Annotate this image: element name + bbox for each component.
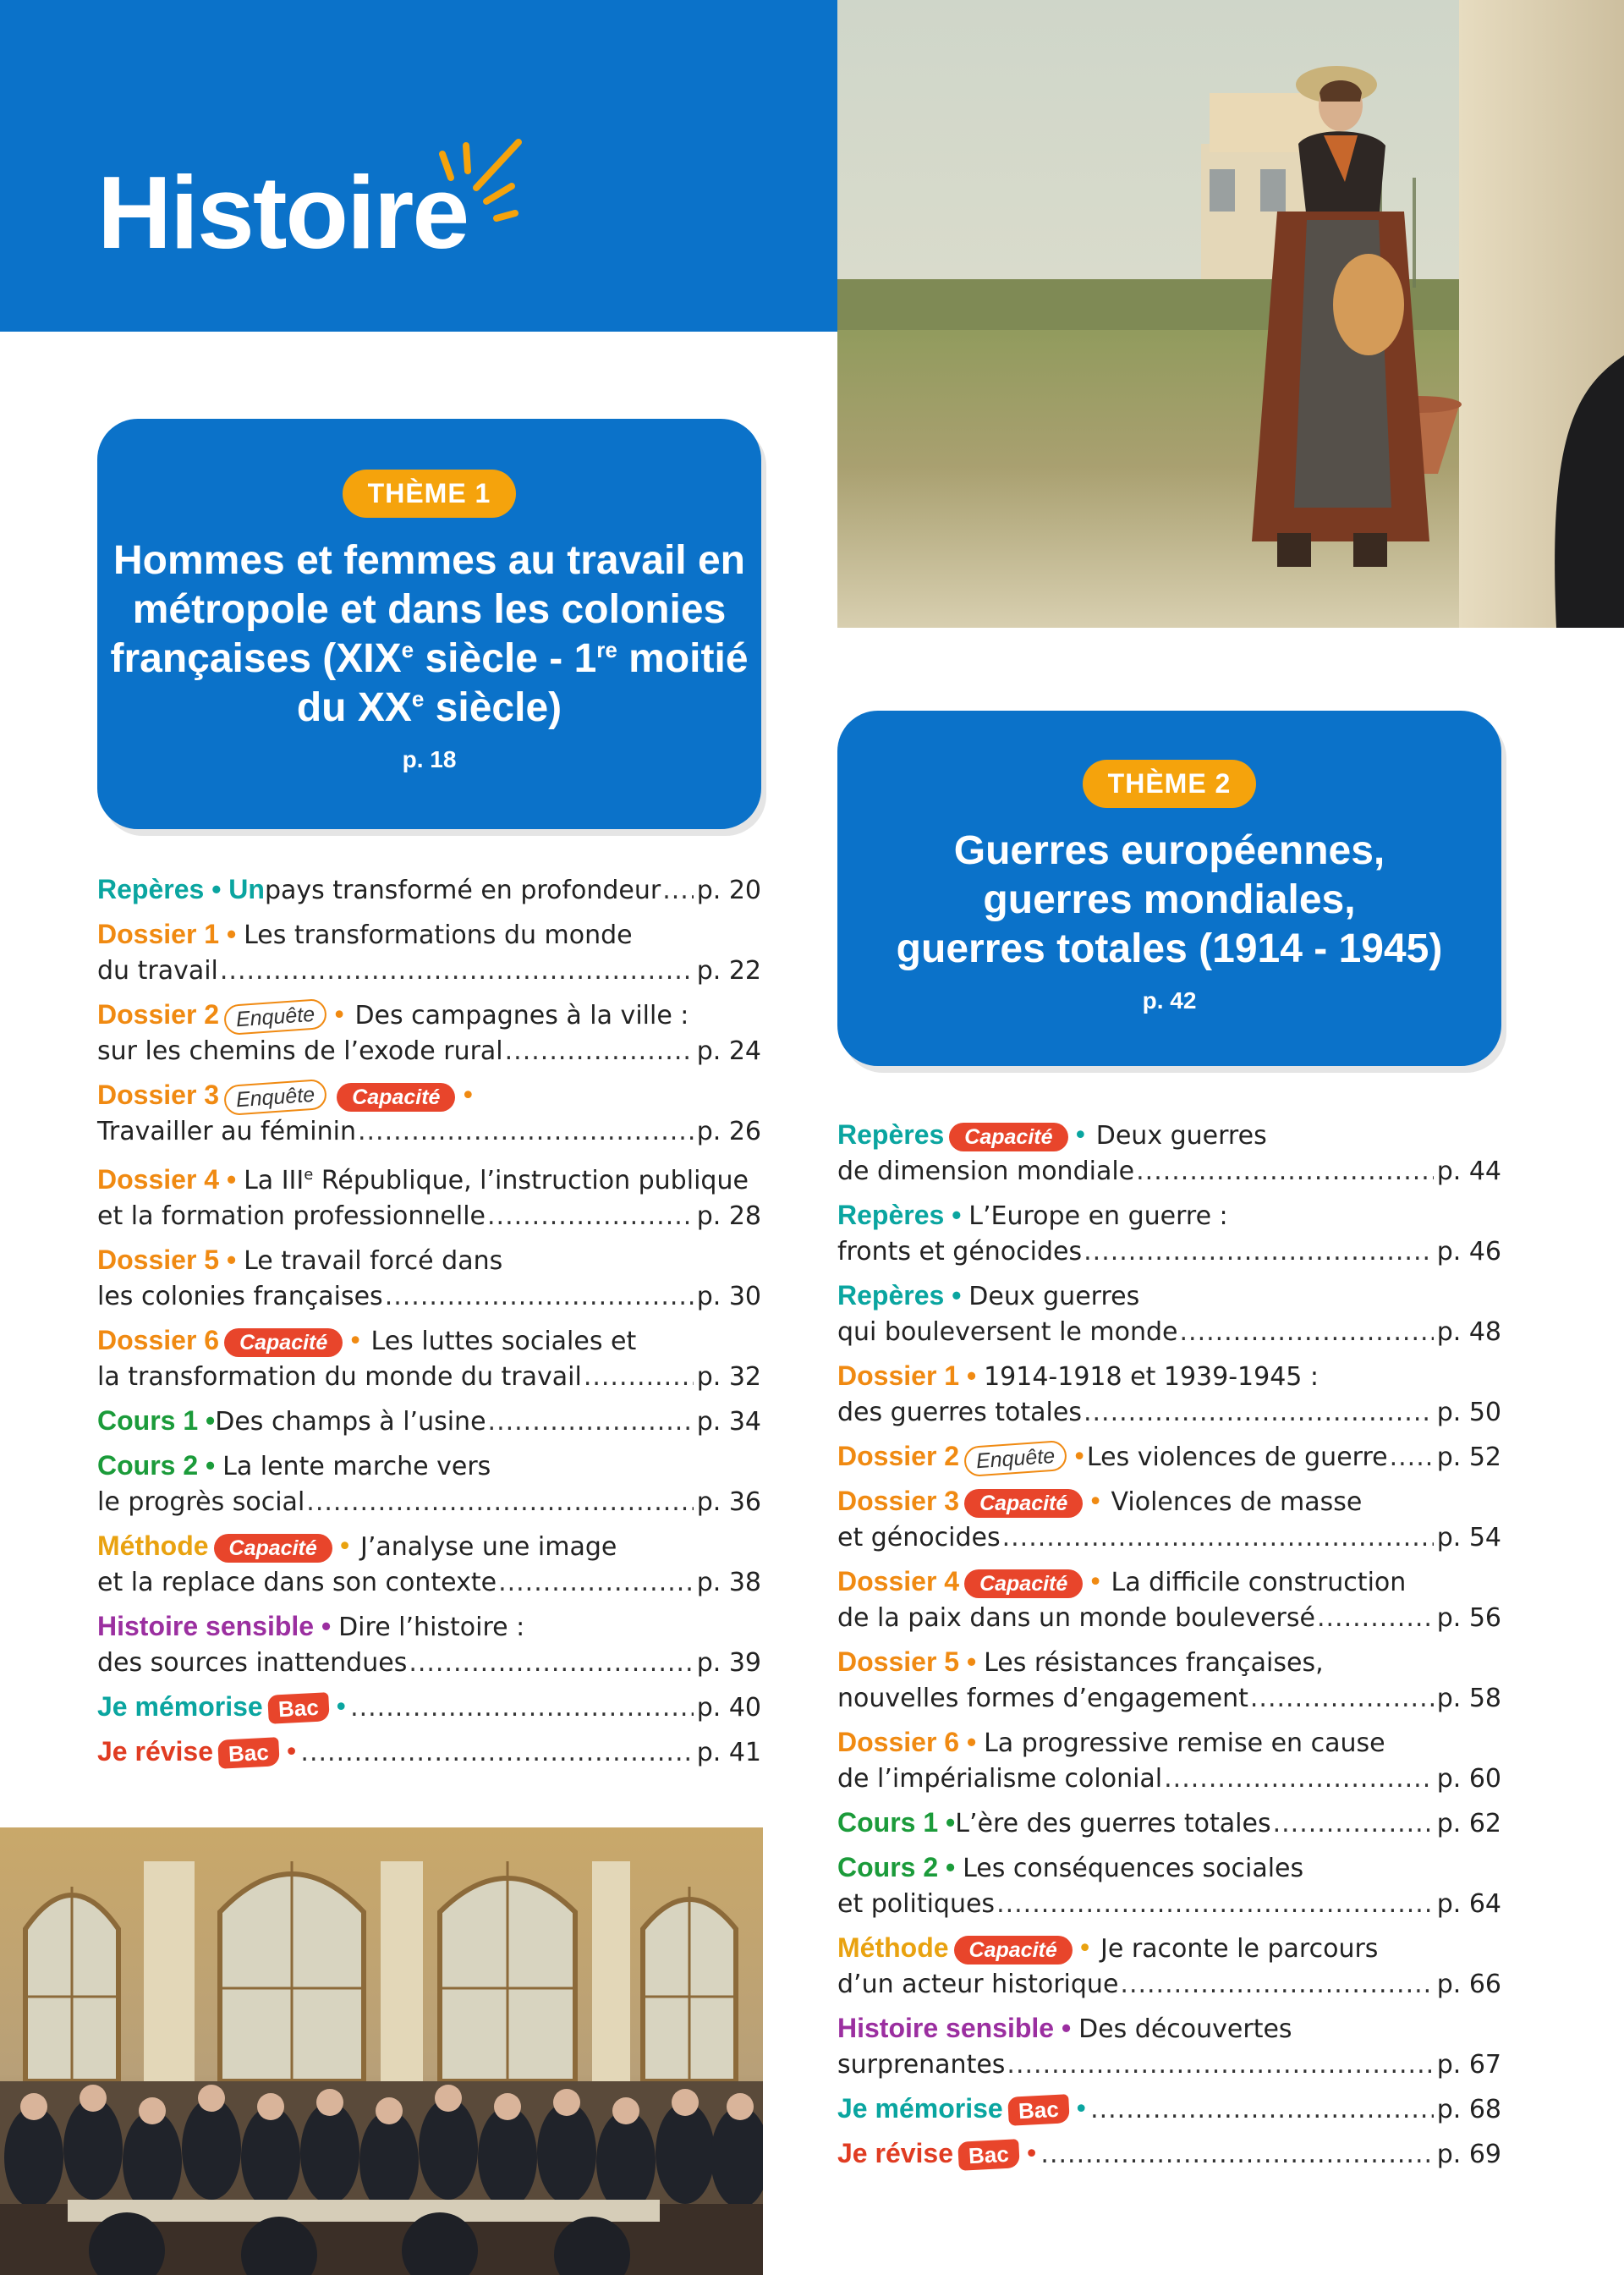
page-number: p. 52 xyxy=(1436,1442,1501,1472)
toc-entry[interactable] xyxy=(837,2010,1501,2083)
entry-text: et la replace dans son contexte xyxy=(97,1568,497,1597)
entry-text: Les luttes sociales et xyxy=(370,1327,637,1356)
entry-text: Des campagnes à la ville : xyxy=(354,1001,689,1030)
entry-text: L’Europe en guerre : xyxy=(968,1201,1228,1231)
sparkle-icon xyxy=(427,135,529,228)
toc-entry[interactable] xyxy=(837,1805,1501,1842)
toc-entry[interactable] xyxy=(97,997,761,1069)
page-number: p. 56 xyxy=(1436,1603,1501,1633)
entry-text: pays transformé en profondeur xyxy=(264,876,661,905)
capacite-tag: Capacité xyxy=(964,1569,1083,1598)
dot-leader xyxy=(1136,1154,1434,1190)
title-text: du XX xyxy=(296,685,412,730)
dot-leader xyxy=(1180,1315,1434,1350)
dot-leader xyxy=(358,1114,694,1150)
page-number: p. 34 xyxy=(696,1407,761,1437)
dot-leader xyxy=(385,1279,694,1315)
entry-text: Le travail forcé dans xyxy=(244,1246,503,1276)
entry-label: Dossier 2 xyxy=(97,999,220,1030)
page-number: p. 40 xyxy=(696,1693,761,1723)
entry-label: Je mémorise xyxy=(97,1691,263,1722)
superscript: e xyxy=(304,1166,314,1184)
painting-woman-garden xyxy=(837,0,1624,628)
entry-text: Dire l’histoire : xyxy=(338,1613,525,1642)
entry-text: et génocides xyxy=(837,1523,1001,1552)
entry-text: et la formation professionnelle xyxy=(97,1201,486,1231)
theme-2-title-line: guerres totales (1914 - 1945) xyxy=(896,926,1443,971)
toc-entry[interactable] xyxy=(837,2135,1501,2173)
dot-leader xyxy=(220,953,694,989)
entry-text: Je raconte le parcours xyxy=(1100,1934,1379,1964)
entry-text: La lente marche vers xyxy=(222,1452,491,1481)
entry-text: des sources inattendues xyxy=(97,1648,408,1678)
toc-entry[interactable] xyxy=(97,1322,761,1395)
entry-text: Des découvertes xyxy=(1078,2014,1292,2044)
bullet: • xyxy=(1073,1121,1096,1151)
theme-1-title-line xyxy=(97,684,761,733)
theme-2-card[interactable] xyxy=(837,711,1501,1066)
page-number: p. 54 xyxy=(1436,1523,1501,1552)
page-number: p. 20 xyxy=(696,876,761,905)
entry-label: Cours 1 • xyxy=(97,1405,216,1436)
theme-1-pill: THÈME 1 xyxy=(343,470,517,518)
page-number: p. 68 xyxy=(1436,2095,1501,2124)
dot-leader xyxy=(1084,1234,1434,1270)
superscript: re xyxy=(596,637,617,662)
title-text: françaises (XIX xyxy=(110,636,402,681)
entry-text: 1914-1918 et 1939-1945 : xyxy=(984,1362,1320,1392)
bullet: • xyxy=(332,1001,355,1030)
toc-entry[interactable] xyxy=(97,1448,761,1520)
bullet: • xyxy=(283,1738,299,1767)
dot-leader xyxy=(1273,1806,1434,1842)
superscript: e xyxy=(411,686,425,712)
page-number: p. 39 xyxy=(696,1648,761,1678)
dot-leader xyxy=(1007,2047,1433,2083)
page-number: p. 36 xyxy=(696,1487,761,1517)
entry-text: Travailler au féminin xyxy=(97,1117,356,1146)
toc-entry[interactable] xyxy=(837,1563,1501,1636)
entry-text: Deux guerres xyxy=(1095,1121,1267,1151)
dot-leader xyxy=(505,1034,694,1069)
page-number: p. 44 xyxy=(1436,1157,1501,1186)
dot-leader xyxy=(1002,1520,1434,1556)
bullet: • xyxy=(1077,1934,1100,1964)
page-number: p. 46 xyxy=(1436,1237,1501,1267)
entry-label: Dossier 1 • xyxy=(97,919,244,949)
title-text: siècle) xyxy=(424,685,562,730)
toc-entry[interactable] xyxy=(837,1358,1501,1431)
entry-text: La progressive remise en cause xyxy=(984,1728,1385,1758)
toc-entry[interactable] xyxy=(837,1278,1501,1350)
dot-leader xyxy=(1164,1761,1434,1797)
entry-label: Cours 2 • xyxy=(97,1450,223,1481)
toc-entry[interactable] xyxy=(837,1197,1501,1270)
entry-label: Histoire sensible • xyxy=(837,2013,1079,2043)
dot-leader xyxy=(662,873,693,909)
entry-text: République, l’instruction publique xyxy=(313,1166,749,1195)
dot-leader xyxy=(350,1690,694,1726)
dot-leader xyxy=(996,1887,1434,1922)
page-number: p. 67 xyxy=(1436,2050,1501,2080)
entry-text: et politiques xyxy=(837,1889,996,1919)
entry-label: Repères • Un xyxy=(97,874,265,904)
entry-label: Dossier 5 • xyxy=(97,1245,244,1275)
title-text: siècle - 1 xyxy=(414,636,597,681)
dot-leader xyxy=(1090,2092,1434,2128)
toc-entry[interactable] xyxy=(97,871,761,909)
entry-label: Dossier 4 • xyxy=(97,1164,244,1195)
enquete-tag: Enquête xyxy=(963,1440,1067,1477)
dot-leader xyxy=(300,1735,693,1771)
entry-label: Dossier 5 • xyxy=(837,1646,985,1677)
entry-label: Repères • xyxy=(837,1200,969,1230)
toc-entry[interactable] xyxy=(837,1724,1501,1797)
page-number: p. 30 xyxy=(696,1282,761,1311)
dot-leader xyxy=(1040,2137,1433,2173)
bac-tag: Bac xyxy=(217,1737,279,1769)
entry-label: Dossier 4 xyxy=(837,1566,960,1596)
theme-1-page: p. 18 xyxy=(402,746,457,772)
theme-1-title-line: métropole et dans les colonies xyxy=(132,587,727,632)
painting-hall-of-mirrors xyxy=(0,1827,763,2275)
page-number: p. 26 xyxy=(696,1117,761,1146)
entry-text: du travail xyxy=(97,956,218,986)
capacite-tag: Capacité xyxy=(224,1328,343,1357)
enquete-tag: Enquête xyxy=(223,1078,327,1115)
bullet: • xyxy=(1073,2095,1089,2124)
entry-text: des guerres totales xyxy=(837,1398,1082,1427)
theme-2-title xyxy=(837,827,1501,974)
dot-leader xyxy=(1250,1681,1434,1717)
entry-text: d’un acteur historique xyxy=(837,1970,1119,1999)
toc-entry[interactable] xyxy=(837,1849,1501,1922)
page-number: p. 58 xyxy=(1436,1684,1501,1713)
entry-text: Les conséquences sociales xyxy=(963,1854,1304,1883)
page-number: p. 22 xyxy=(696,956,761,986)
entry-label: Je mémorise xyxy=(837,2093,1003,2124)
capacite-tag: Capacité xyxy=(954,1936,1073,1965)
page-number: p. 24 xyxy=(696,1036,761,1066)
theme-2-page: p. 42 xyxy=(1142,987,1197,1014)
entry-text: Deux guerres xyxy=(968,1282,1140,1311)
capacite-tag: Capacité xyxy=(214,1534,332,1563)
dot-leader xyxy=(498,1565,694,1601)
toc-entry[interactable] xyxy=(97,1242,761,1315)
page-number: p. 28 xyxy=(696,1201,761,1231)
entry-label: Histoire sensible • xyxy=(97,1611,339,1641)
toc-entry[interactable] xyxy=(97,1528,761,1601)
bullet: • xyxy=(1072,1442,1087,1472)
entry-text: fronts et génocides xyxy=(837,1237,1083,1267)
theme-2-pill: THÈME 2 xyxy=(1083,760,1257,808)
entry-text: de la paix dans un monde bouleversé xyxy=(837,1603,1315,1633)
entry-text: Violences de masse xyxy=(1111,1487,1363,1517)
page-number: p. 32 xyxy=(696,1362,761,1392)
theme-1-title xyxy=(97,536,761,733)
entry-label: Dossier 6 xyxy=(97,1325,220,1355)
theme-1-title-line: Hommes et femmes au travail en xyxy=(113,538,745,583)
toc-entry[interactable] xyxy=(837,1438,1501,1475)
toc-entry[interactable] xyxy=(837,2091,1501,2128)
dot-leader xyxy=(1120,1967,1433,2003)
toc-entry[interactable] xyxy=(837,1483,1501,1556)
theme-1-title-line xyxy=(97,635,761,684)
title-text: moitié xyxy=(617,636,749,681)
page-number: p. 50 xyxy=(1436,1398,1501,1427)
dot-leader xyxy=(1084,1395,1434,1431)
entry-label: Dossier 3 xyxy=(837,1486,960,1516)
entry-label: Dossier 6 • xyxy=(837,1727,985,1757)
page-number: p. 62 xyxy=(1436,1809,1501,1838)
toc-entry[interactable] xyxy=(97,1608,761,1681)
toc-entry[interactable] xyxy=(837,1644,1501,1717)
bullet: • xyxy=(460,1081,476,1111)
entry-text: La difficile construction xyxy=(1111,1568,1407,1597)
bac-tag: Bac xyxy=(267,1692,329,1724)
entry-label: Cours 2 • xyxy=(837,1852,963,1882)
toc-theme-2 xyxy=(837,1117,1501,2180)
entry-text: Les résistances françaises, xyxy=(984,1648,1324,1678)
capacite-tag: Capacité xyxy=(337,1083,455,1112)
entry-text: surprenantes xyxy=(837,2050,1006,2080)
entry-text: J’analyse une image xyxy=(360,1532,617,1562)
entry-text: L’ère des guerres totales xyxy=(955,1809,1271,1838)
dot-leader xyxy=(306,1485,693,1520)
entry-label: Dossier 1 • xyxy=(837,1360,985,1391)
theme-2-title-line: guerres mondiales, xyxy=(983,877,1356,922)
toc-entry[interactable] xyxy=(97,916,761,989)
entry-text: le progrès social xyxy=(97,1487,305,1517)
entry-text: Les violences de guerre xyxy=(1086,1442,1388,1472)
page-number: p. 60 xyxy=(1436,1764,1501,1794)
entry-label: Méthode xyxy=(837,1932,949,1963)
toc-entry[interactable] xyxy=(97,1077,761,1150)
dot-leader xyxy=(409,1646,693,1681)
bac-tag: Bac xyxy=(1007,2094,1069,2126)
entry-label: Cours 1 • xyxy=(837,1807,956,1838)
toc-theme-1 xyxy=(97,871,761,1778)
entry-text: Des champs à l’usine xyxy=(215,1407,486,1437)
toc-entry[interactable] xyxy=(97,1157,761,1234)
page-number: p. 64 xyxy=(1436,1889,1501,1919)
bullet: • xyxy=(1088,1568,1111,1597)
entry-text: qui bouleversent le monde xyxy=(837,1317,1178,1347)
entry-label: Je révise xyxy=(97,1736,214,1767)
theme-1-card[interactable] xyxy=(97,419,761,829)
entry-text: la transformation du monde du travail xyxy=(97,1362,582,1392)
entry-text: sur les chemins de l’exode rural xyxy=(97,1036,503,1066)
toc-entry[interactable] xyxy=(837,1117,1501,1190)
page-number: p. 38 xyxy=(696,1568,761,1597)
bullet: • xyxy=(333,1693,349,1723)
theme-2-title-line: Guerres européennes, xyxy=(953,828,1385,873)
page-number: p. 48 xyxy=(1436,1317,1501,1347)
bullet: • xyxy=(337,1532,360,1562)
bac-tag: Bac xyxy=(957,2139,1019,2171)
dot-leader xyxy=(1317,1601,1434,1636)
entry-label: Je révise xyxy=(837,2138,954,2168)
page-title: Histoire xyxy=(97,155,469,270)
entry-text: de dimension mondiale xyxy=(837,1157,1135,1186)
toc-entry[interactable] xyxy=(97,1734,761,1771)
page-number: p. 41 xyxy=(696,1738,761,1767)
bullet: • xyxy=(1023,2140,1040,2169)
bullet: • xyxy=(1088,1487,1111,1517)
toc-entry[interactable] xyxy=(837,1930,1501,2003)
entry-text: les colonies françaises xyxy=(97,1282,383,1311)
dot-leader xyxy=(584,1360,694,1395)
dot-leader xyxy=(488,1404,694,1440)
page-number: p. 69 xyxy=(1436,2140,1501,2169)
entry-text: Les transformations du monde xyxy=(244,920,633,950)
capacite-tag: Capacité xyxy=(964,1489,1083,1518)
entry-label: Méthode xyxy=(97,1530,209,1561)
superscript: e xyxy=(401,637,414,662)
capacite-tag: Capacité xyxy=(949,1123,1067,1151)
toc-entry[interactable] xyxy=(97,1403,761,1440)
dot-leader xyxy=(487,1199,694,1234)
entry-text: nouvelles formes d’engagement xyxy=(837,1684,1248,1713)
entry-label: Dossier 3 xyxy=(97,1080,220,1110)
enquete-tag: Enquête xyxy=(223,997,327,1035)
entry-label: Repères • xyxy=(837,1280,969,1311)
entry-label: Repères xyxy=(837,1119,945,1150)
entry-text: de l’impérialisme colonial xyxy=(837,1764,1163,1794)
entry-text: La III xyxy=(244,1166,304,1195)
entry-label: Dossier 2 xyxy=(837,1441,960,1471)
dot-leader xyxy=(1390,1440,1434,1475)
page-number: p. 66 xyxy=(1436,1970,1501,1999)
bullet: • xyxy=(348,1327,371,1356)
toc-entry[interactable] xyxy=(97,1689,761,1726)
